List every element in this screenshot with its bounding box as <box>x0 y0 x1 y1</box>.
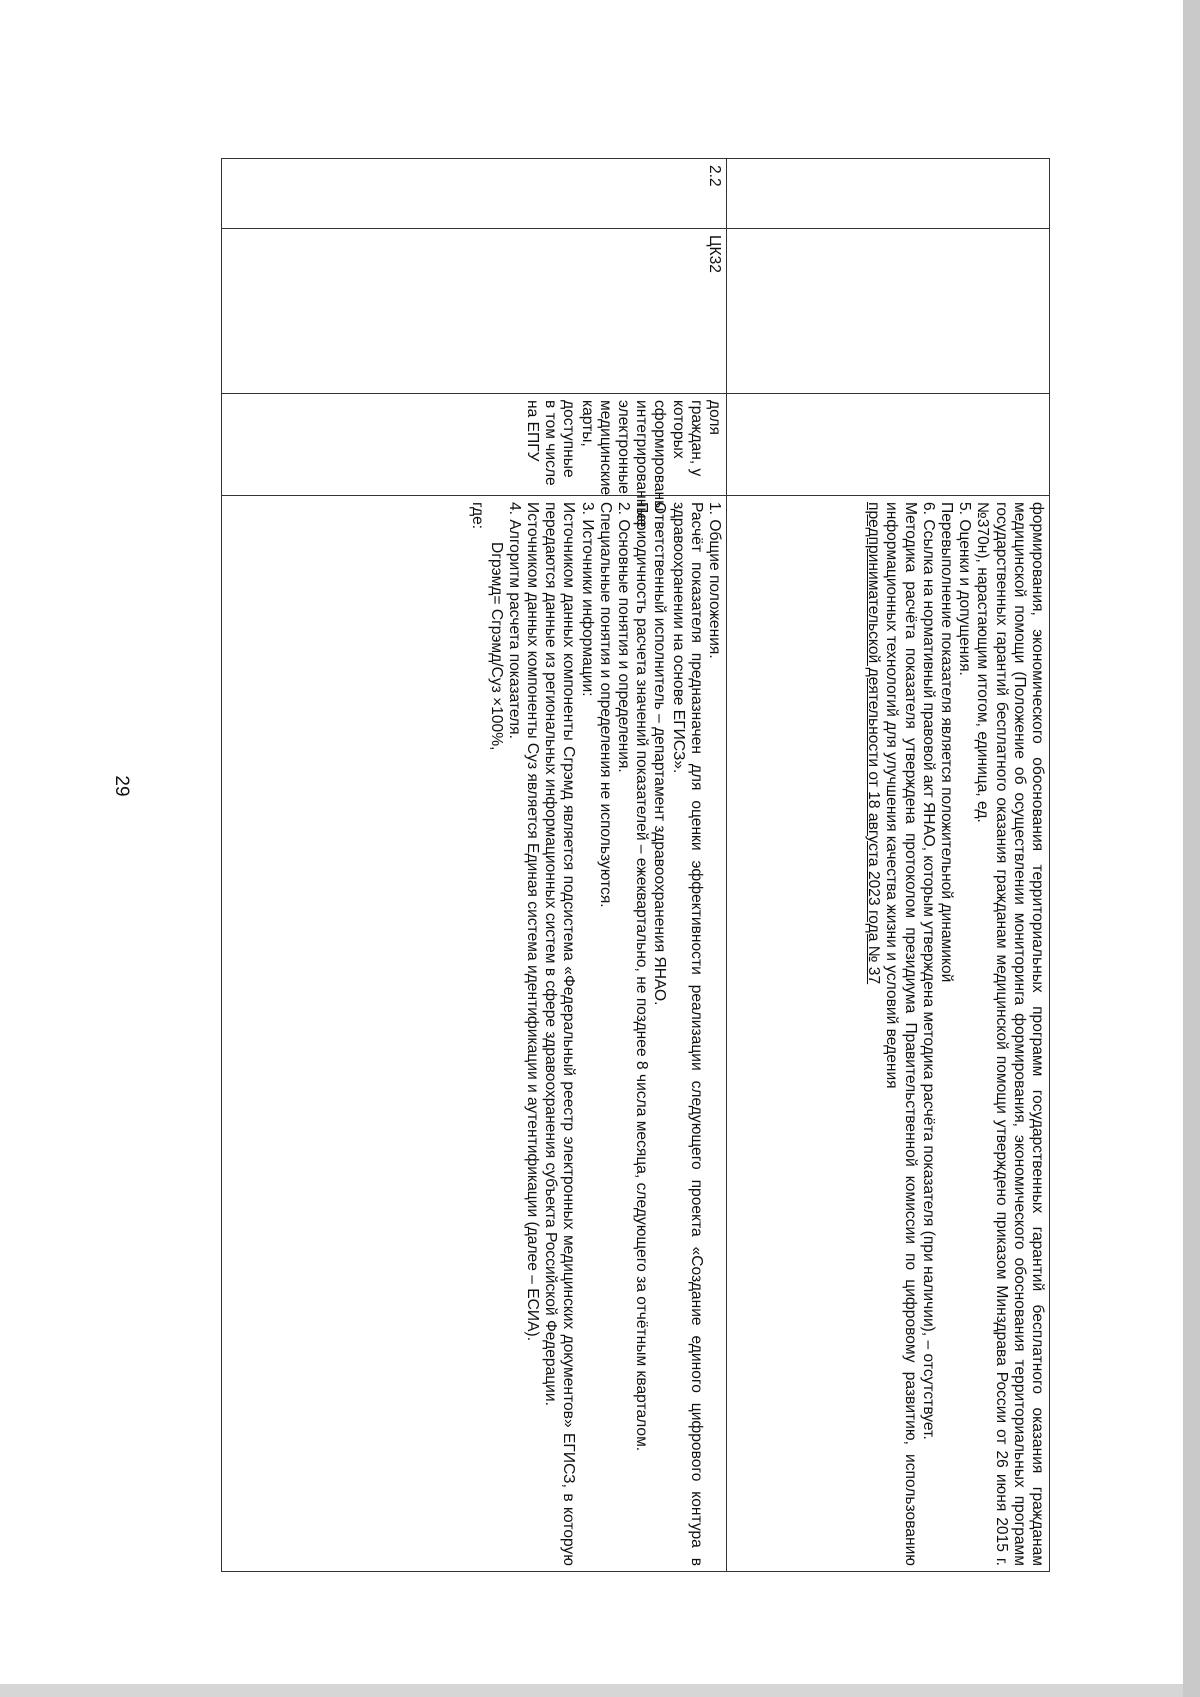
page-edge-shadow-right <box>1183 0 1200 1697</box>
page-number: 29 <box>111 775 132 797</box>
indicator-table <box>221 158 1050 1572</box>
methodology-text: Источником данных компоненты Суз является Единая система идентификации и аутентификации (далее – ЕСИА). <box>523 502 541 1342</box>
cell-methodology <box>727 496 1050 1572</box>
methodology-text: Перевыполнение показателя является положительной динамикой <box>937 502 955 983</box>
methodology-text: Источником данных компоненты Сгрэмд является подсистема «Федеральный реестр электронных медицинских документов» ЕГИСЗ, в которую передаются данные из региональных информационных систем в сфере здравоохранения субъекта Российской Федерации. <box>542 502 578 1566</box>
formula: Dгрэмд= Сгрэмд/Суз ×100%, <box>487 542 505 751</box>
where-label: где: <box>469 502 487 530</box>
cell-code <box>727 229 1050 394</box>
methodology-text: 1. Общие положения. <box>706 502 723 659</box>
cell-number: 2.2 <box>222 159 727 229</box>
cell-name <box>727 394 1050 496</box>
page-edge-shadow-bottom <box>0 1684 1183 1697</box>
methodology-text: 2. Основные понятия и определения. <box>614 502 632 773</box>
table-row-2-2 <box>222 159 727 1572</box>
rotated-page-content <box>50 80 1050 1566</box>
methodology-text: 3. Источники информации: <box>578 502 596 697</box>
methodology-text: Ответственный исполнитель – департамент здравоохранения ЯНАО. <box>651 502 669 1006</box>
methodology-text: формирования, экономического обоснования территориальных программ государственных гарантий бесплатного оказания гражданам медицинской помощи (Положение об осуществлении мониторинга формирования, экономического обоснования территориальных программ государственных гарантий бесплатного оказания гражданам медицинской помощи утверждено приказом Минздрава России от 26 июня 2015 г. №370н), нарастающим итогом, единица, ед. <box>974 502 1046 1566</box>
methodology-text: 4. Алгоритм расчета показателя. <box>505 502 523 739</box>
methodology-text: Методика расчёта показателя утверждена протоколом президиума Правительственной комиссии по цифровому развитию, использованию информационных технологий для улучшения качества жизни и условий ведения <box>883 502 919 1566</box>
table-row-continued <box>727 159 1050 1572</box>
methodology-text-underlined: предпринимательской деятельности от 18 августа 2023 года № 37 <box>865 502 883 985</box>
methodology-text: Расчёт показателя предназначен для оценки эффективности реализации следующего проекта «Создание единого цифрового контура в здравоохранении на основе ЕГИСЗ». <box>669 502 705 1566</box>
cell-number <box>727 159 1050 229</box>
cell-code: ЦК32 <box>222 229 727 394</box>
methodology-text: 6. Ссылка на нормативный правовой акт ЯНАО, которым утверждена методика расчёта показателя (при наличии), – отсутствует. <box>919 502 937 1440</box>
cell-name: доля граждан, у которых сформированы интегрированные электронные медицинские карты, доступные в том числе на ЕПГУ <box>222 394 727 496</box>
cell-methodology <box>222 496 727 1572</box>
methodology-text: Периодичность расчета значений показателей – ежеквартально, не позднее 8 числа месяца, следующего за отчётным кварталом. <box>633 502 651 1452</box>
methodology-text: 5. Оценки и допущения. <box>956 502 974 676</box>
methodology-text: Специальные понятия и определения не используются. <box>596 502 614 908</box>
